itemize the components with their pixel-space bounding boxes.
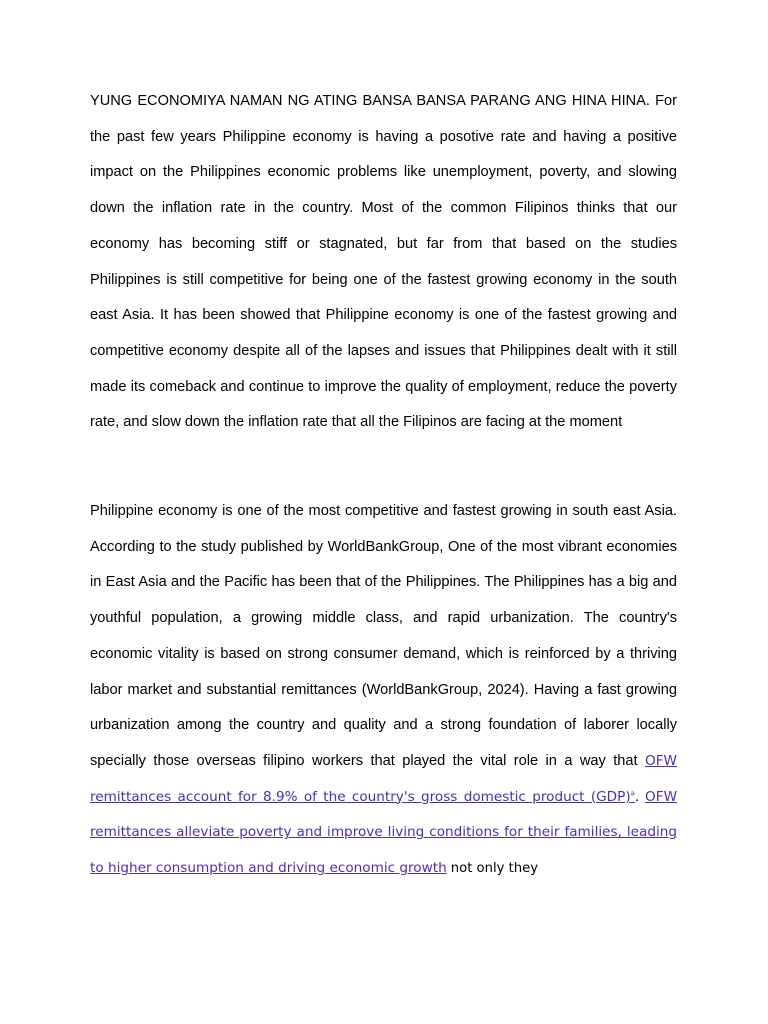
footnote-marker: a [630, 789, 635, 798]
ofw-poverty-link[interactable]: OFW remittances alleviate poverty and improve living conditions for their families, leading to higher consumption and driving economic growth [90, 788, 678, 877]
paragraph-economy-text: Philippine economy is one of the most competitive and fastest growing in south east Asia. According to the study published by WorldBankGroup, One of the most vibrant economies in East Asia and the Pacific has been that of the Philippines. The Philippines has a big and youthful population, a growing middle class, and rapid urbanization. The country's economic vitality is based on strong consumer demand, which is reinforced by a thriving labor market and substantial remittances (WorldBankGroup, 2024). Having a fast growing urbanization among the country and quality and a strong foundation of laborer locally specially those overseas filipino workers that played the vital role in a way that [90, 503, 677, 769]
link-separator: . [634, 788, 646, 805]
document-page [90, 84, 677, 887]
paragraph-economy [90, 494, 677, 887]
paragraph-intro-text: YUNG ECONOMIYA NAMAN NG ATING BANSA BANSA PARANG ANG HINA HINA. For the past few years Philippine economy is having a posotive rate and having a positive impact on the Philippines economic problems like unemployment, poverty, and slowing down the inflation rate in the country. Most of the common Filipinos thinks that our economy has becoming stiff or stagnated, but far from that based on the studies Philippines is still competitive for being one of the fastest growing economy in the south east Asia. It has been showed that Philippine economy is one of the fastest growing and competitive economy despite all of the lapses and issues that Philippines dealt with it still made its comeback and continue to improve the quality of employment, reduce the poverty rate, and slow down the inflation rate that all the Filipinos are facing at the moment [90, 93, 677, 431]
citation-links [90, 753, 677, 876]
paragraph-tail-text: not only they [450, 861, 539, 877]
paragraph-intro [90, 84, 677, 441]
ofw-gdp-link-text: OFW remittances account for 8.9% of the country's gross domestic product (GDP) [90, 752, 677, 805]
